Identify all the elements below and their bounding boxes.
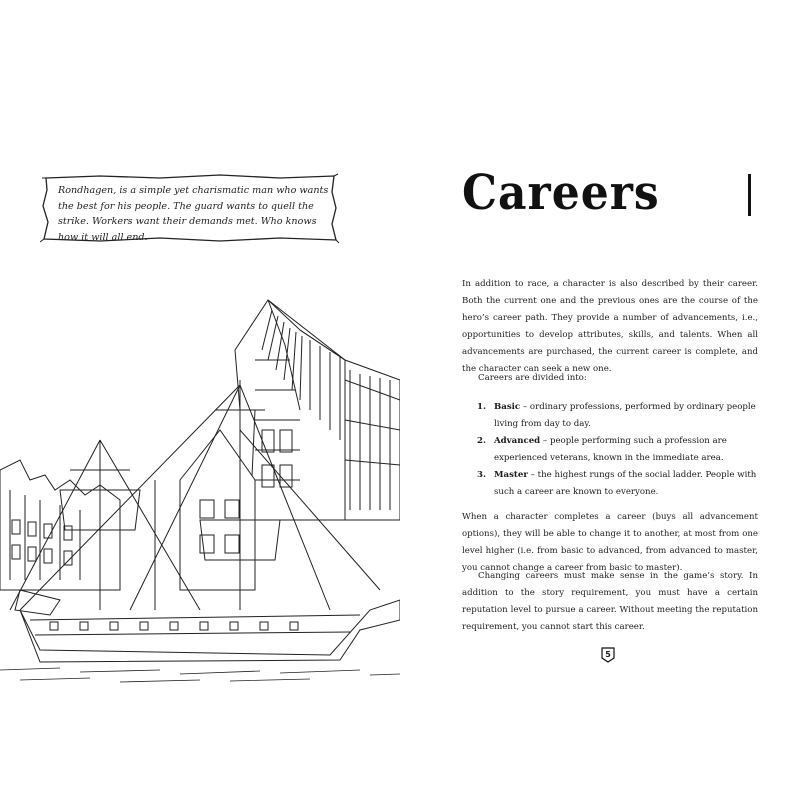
- career-item-advanced: [462, 433, 758, 467]
- title-decoration: [748, 174, 751, 216]
- career-term: Advanced: [494, 436, 541, 446]
- career-description: – people performing such a profession are experienced veterans, known in the immediate area.: [494, 436, 727, 463]
- harbor-illustration: [0, 290, 400, 685]
- story-requirement-paragraph: Changing careers must make sense in the game’s story. In addition to the story requirement, you must have a certain reputation level to pursue a career. Without meeting the reputation requirement, you cannot start this career.: [462, 571, 758, 632]
- career-item-master: [462, 467, 758, 501]
- divided-into-text: Careers are divided into:: [478, 373, 587, 383]
- career-number: 3.: [477, 470, 486, 480]
- page-title: Careers: [462, 166, 660, 222]
- career-number: 2.: [477, 436, 486, 446]
- career-description: – the highest rungs of the social ladder. People with such a career are known to everyone.: [494, 470, 757, 497]
- page-number-text: 5: [605, 650, 611, 659]
- career-list: [462, 399, 758, 501]
- water: [0, 668, 400, 682]
- career-change-paragraph: When a character completes a career (buys all advancement options), they will be able to change it to another, at most from one level higher (i.e. from basic to advanced, from advanced to master, you cannot change a career from basic to master).: [462, 512, 758, 573]
- career-term: Master: [494, 470, 528, 480]
- quote-box: [40, 172, 340, 244]
- townhouses: [0, 430, 255, 590]
- career-term: Basic: [494, 402, 521, 412]
- career-number: 1.: [477, 402, 486, 412]
- quote-text: Rondhagen, is a simple yet charismatic man who wants the best for his people. The guard wants to quell the strike. Workers want their demands met. Who knows how it will all end.: [58, 185, 329, 243]
- career-item-basic: [462, 399, 758, 433]
- page-number: [601, 647, 615, 663]
- career-description: – ordinary professions, performed by ordinary people living from day to day.: [494, 402, 756, 429]
- intro-paragraph: In addition to race, a character is also described by their career. Both the current one and the previous ones are the course of the hero’s career path. They provide a number of advancements, i.e., opportunities to develop attributes, skills, and talents. When all advancements are purchased, the current career is complete, and the character can seek a new one.: [462, 279, 758, 374]
